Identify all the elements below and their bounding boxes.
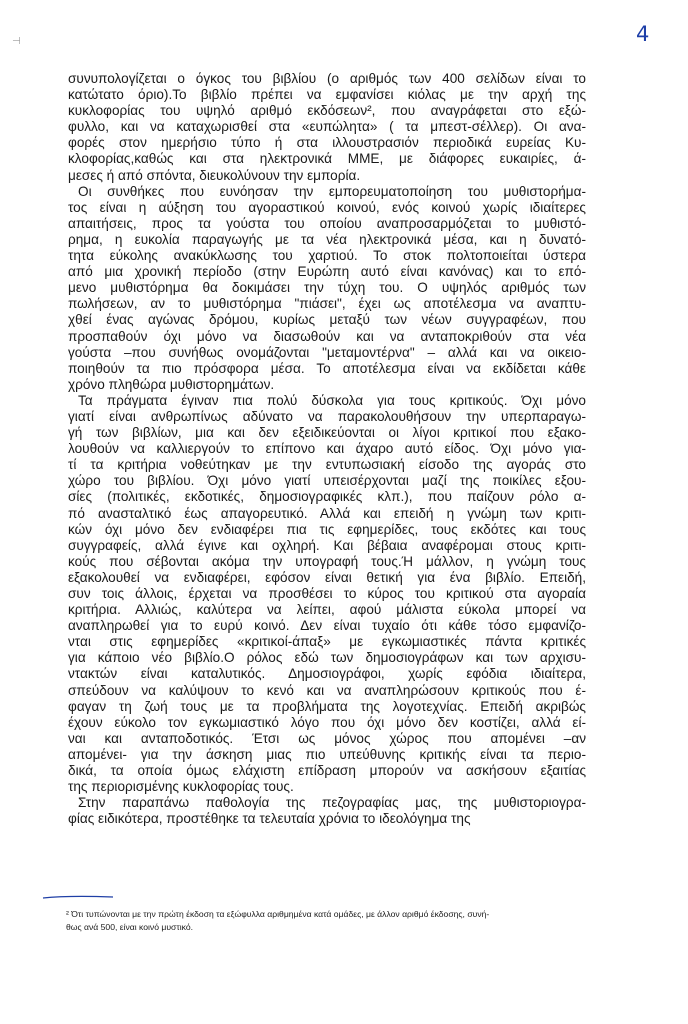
text-line: χθεί ένας αγώνας δρόμου, κυρίως μεταξύ των νέων συγγραφέων, που — [68, 312, 586, 328]
text-line: γή των βιβλίων, μια και δεν εξειδικεύονται οι λίγοι κριτικοί που εξακο- — [68, 425, 586, 441]
text-line: απαιτήσεις, προς τα γούστα του οποίου αναπροσαρμόζεται το μυθιστό- — [68, 215, 586, 231]
text-line: φαγαν τη ζωή τους με τα προβλήματα της λογοτεχνίας. Επειδή ακριβώς — [68, 698, 586, 714]
text-line: τί τα κριτήρια νοθεύτηκαν με την εντυπωσιακή είσοδο της αγοράς στο — [68, 457, 586, 473]
text-line: πό ανασταλτικό έως απαγορευτικό. Αλλά και επειδή η γνώμη των κριτι- — [68, 505, 586, 521]
text-line: ρημα, η ευκολία παραγωγής με τα νέα ηλεκτρονικά μέσα, και η δυνατό- — [68, 231, 586, 247]
text-line: κούς που σέβονται ακόμα την υπογραφή τους.Ή μάλλον, η γνώμη τους — [68, 553, 586, 569]
text-line: σίες (πολιτικές, εκδοτικές, δημοσιογραφικές κλπ.), που παίζουν ρόλο α- — [68, 489, 586, 505]
text-line: δικά, τα οποία όμως ελάχιστη επίδραση μπορούν να ασκήσουν εξαιτίας — [68, 763, 586, 779]
text-line: κατώτατο όριο).Το βιβλίο πρέπει να εμφανίσει κιόλας με την αρχή της — [68, 87, 586, 103]
text-line: φορές στον ημερήσιο τύπο ή στα ιλλουστρασιόν περιοδικά ευρείας Κυ- — [68, 135, 586, 151]
footnote-line: θως ανά 500, είναι κοινό μυστικό. — [66, 922, 194, 932]
text-line: Στην παραπάνω παθολογία της πεζογραφίας μας, της μυθιστοριογρα- — [78, 795, 586, 811]
text-line: μενο μυθιστόρημα θα δοκιμάσει την τύχη του. Ο υψηλός αριθμός των — [68, 280, 586, 296]
text-line: εξακολουθεί να ενδιαφέρει, εφόσον είναι θετική για ένα βιβλίο. Επειδή, — [68, 569, 586, 585]
text-line: ποιηθούν τα πιο πρόσφορα μέσα. Το αποτέλεσμα είναι να εκδίδεται κάθε — [68, 360, 586, 376]
text-line: τος είναι η αύξηση του αγοραστικού κοινού, ενός κοινού χωρίς ιδιαίτερες — [68, 199, 586, 215]
footnote-line: ² Ότι τυπώνονται με την πρώτη έκδοση τα εξώφυλλα αριθμημένα κατά ομάδες, με άλλον αριθμό έκδοσης, συνή- — [66, 909, 490, 919]
text-line: ναι και ανταποδοτικός. Έτσι ως μόνος χώρος που απομένει –αν — [68, 730, 586, 746]
footnote — [66, 908, 588, 934]
text-line: γούστα –που συνήθως ονομάζονται "μεταμοντέρνα" – αλλά και να οικειο- — [68, 344, 586, 360]
scan-corner-mark: ⊣ — [12, 36, 21, 47]
text-line: για κάποιο νέο βιβλίο.Ο ρόλος εδώ των δημοσιογράφων και των αρχισυ- — [68, 650, 586, 666]
text-line: κλοφορίας,καθώς και στα ηλεκτρονικά ΜΜΕ, με διάφορες ευκαιρίες, ά- — [68, 151, 586, 167]
footnote-separator — [42, 893, 114, 901]
text-line: απομένει- για την άσκηση μιας πιο υπεύθυνης κριτικής είναι τα περιο- — [68, 746, 586, 762]
text-line: φυλλο, και να καταχωρισθεί στα «ευπώλητα» ( τα μπεστ-σέλλερ). Οι ανα- — [68, 119, 586, 135]
text-line: νται στις εφημερίδες «κριτικοί-άπαξ» με εγκωμιαστικές πάντα κριτικές — [68, 634, 586, 650]
text-line: συγγραφείς, αλλά έγινε και οχληρή. Και βέβαια αναφέρομαι στους κριτι- — [68, 537, 586, 553]
text-line: σπεύδουν να καλύψουν το κενό και να αναπληρώσουν κριτικούς που έ- — [68, 682, 586, 698]
body-text — [68, 71, 586, 827]
text-line: αναπληρωθεί για το ευρύ κοινό. Δεν είναι τυχαίο ότι κάθε τόσο εμφανίζο- — [68, 618, 586, 634]
text-line: από μια χρονική περίοδο (στην Ευρώπη αυτό είναι κανόνας) και το επό- — [68, 264, 586, 280]
text-line: Οι συνθήκες που ευνόησαν την εμπορευματοποίηση του μυθιστορήμα- — [78, 183, 586, 199]
text-line: συνυπολογίζεται ο όγκος του βιβλίου (ο αριθμός των 400 σελίδων είναι το — [68, 71, 586, 86]
text-line: Τα πράγματα έγιναν πια πολύ δύσκολα για τους κριτικούς. Όχι μόνο — [78, 392, 586, 408]
text-line: φίας ειδικότερα, προστέθηκε τα τελευταία χρόνια το ιδεολόγημα της — [68, 811, 471, 827]
text-line: γιατί είναι ανθρωπίνως αδύνατο να παρακολουθήσουν την υπερπαραγω- — [68, 408, 586, 424]
text-line: προσπαθούν όχι μόνο να διασωθούν και να ανταποκριθούν στα νέα — [68, 328, 586, 344]
text-line: ντακτών είναι καταλυτικός. Δημοσιογράφοι, χωρίς εφόδια ιδιαίτερα, — [68, 666, 586, 682]
text-line: συν τοις άλλοις, έρχεται να προσθέσει το κύρος του κριτικού στα αγοραία — [68, 586, 586, 601]
text-line: κριτήρια. Αλλιώς, καλύτερα να λείπει, αφού μάλιστα εύκολα μπορεί να — [68, 602, 586, 618]
page-number: 4 — [636, 22, 650, 46]
text-line: κυκλοφορίας του υψηλό αριθμό εκδόσεων², που αναγράφεται στο εξώ- — [68, 103, 586, 119]
text-line: κών όχι μόνο δεν ενδιαφέρει πια τις εφημερίδες, τους εκδότες και τους — [68, 521, 586, 537]
text-line: χώρο του βιβλίου. Όχι μόνο γιατί υπεισέρχονται μαζί της ποικίλες εξου- — [68, 473, 586, 489]
text-line: μεσες ή από σπόντα, διευκολύνουν την εμπορία. — [68, 167, 361, 183]
text-line: πωλήσεων, αν το μυθιστόρημα "πιάσει", έχει ως αποτέλεσμα να αναπτυ- — [68, 296, 586, 312]
text-line: έχουν εύκολο τον εγκωμιαστικό λόγο που όχι μόνο δεν κοστίζει, αλλά εί- — [68, 714, 586, 730]
text-line: λουθούν να καλλιεργούν το επίπονο και άχαρο αυτό είδος. Όχι μόνο για- — [68, 441, 586, 457]
text-line: της περιορισμένης κυκλοφορίας τους. — [68, 779, 294, 795]
text-line: τητα εύκολης ανακύκλωσης του χαρτιού. Το στοκ πολτοποιείται ύστερα — [68, 248, 586, 264]
text-line: χρόνο πληθώρα μυθιστορημάτων. — [68, 376, 275, 392]
